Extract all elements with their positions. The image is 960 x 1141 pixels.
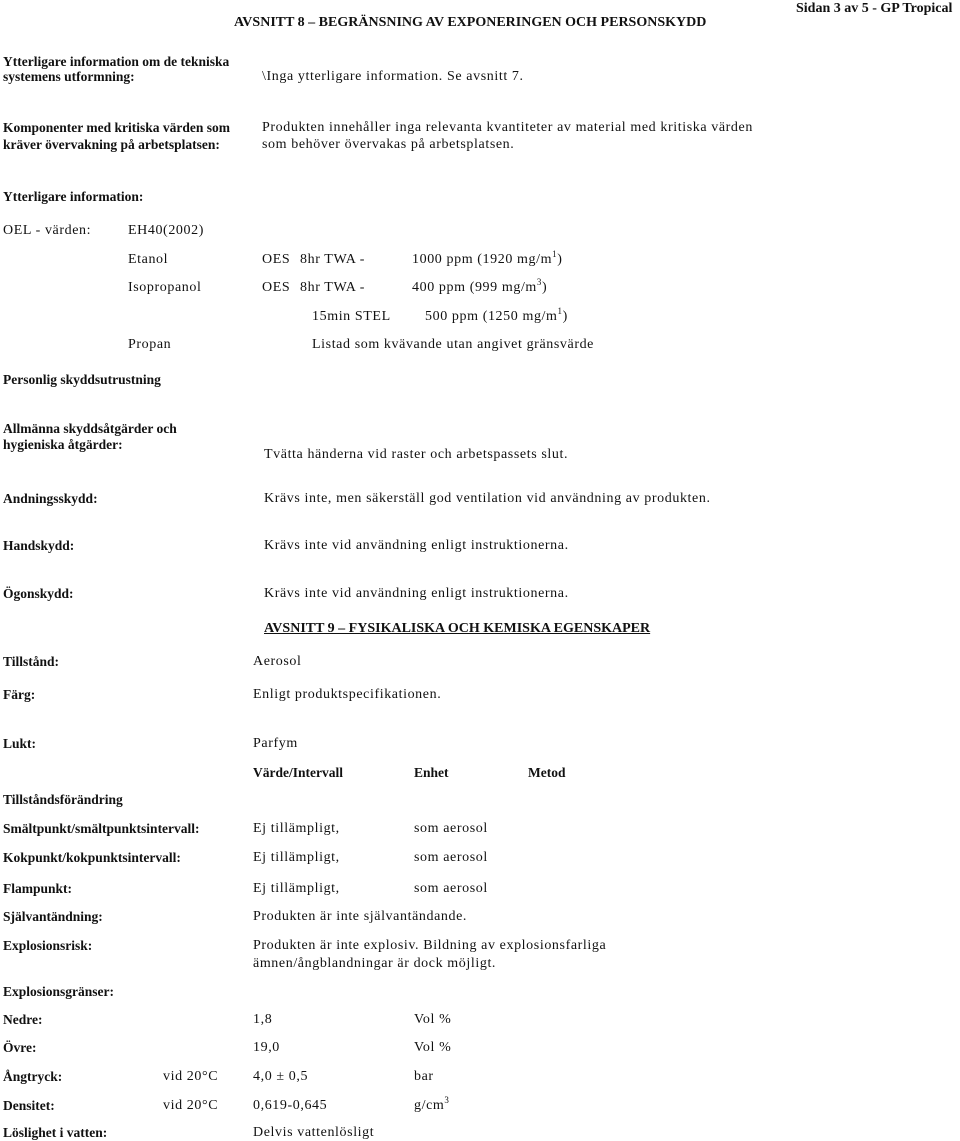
oel-value: 1000 ppm (1920 $mg/m^1$) bbox=[412, 249, 563, 267]
density-unit: $g/cm^3$ bbox=[414, 1095, 450, 1113]
selfignition-value: Produkten är inte självantändande. bbox=[253, 909, 468, 924]
state-value: Aerosol bbox=[253, 654, 302, 669]
flash-value: Ej tillämpligt, bbox=[253, 881, 340, 896]
odor-value: Parfym bbox=[253, 736, 298, 751]
flash-unit: som aerosol bbox=[414, 881, 488, 896]
ppe-heading: Personlig skyddsutrustning bbox=[3, 372, 161, 387]
technical-label-line1: Ytterligare information om de tekniska bbox=[3, 54, 230, 69]
oel-value: 400 ppm (999 $mg/m^3$) bbox=[412, 277, 548, 295]
respiratory-label: Andningsskydd: bbox=[3, 491, 98, 506]
oel-label: OEL - värden: bbox=[3, 223, 92, 238]
state-label: Tillstånd: bbox=[3, 654, 60, 669]
flash-label: Flampunkt: bbox=[3, 881, 73, 896]
column-header-unit: Enhet bbox=[414, 765, 449, 780]
selfignition-label: Självantändning: bbox=[3, 909, 103, 924]
oel-value: 500 ppm (1250 $mg/m^1$) bbox=[425, 306, 568, 324]
vapour-pressure-unit: bar bbox=[414, 1069, 434, 1084]
oel-type: OES bbox=[262, 252, 291, 267]
general-measures-value: Tvätta händerna vid raster och arbetspassets slut. bbox=[264, 447, 569, 462]
critical-label-line2: kräver övervakning på arbetsplatsen: bbox=[3, 137, 220, 152]
melting-unit: som aerosol bbox=[414, 821, 488, 836]
solubility-label: Löslighet i vatten: bbox=[3, 1125, 108, 1140]
oel-propan-value: Listad som kvävande utan angivet gränsvärde bbox=[312, 337, 594, 352]
explosion-value-line1: Produkten är inte explosiv. Bildning av explosionsfarliga bbox=[253, 938, 607, 953]
boiling-unit: som aerosol bbox=[414, 850, 488, 865]
technical-label-line2: systemens utformning: bbox=[3, 69, 135, 84]
oel-type: OES bbox=[262, 280, 291, 295]
explosion-label: Explosionsrisk: bbox=[3, 938, 93, 953]
oel-period: 15min STEL bbox=[312, 309, 391, 324]
explosion-value-line2: ämnen/ångblandningar är dock möjligt. bbox=[253, 956, 497, 971]
column-header-method: Metod bbox=[528, 765, 566, 780]
critical-value-line1: Produkten innehåller inga relevanta kvantiteter av material med kritiska värden bbox=[262, 120, 753, 135]
explosion-limits-label: Explosionsgränser: bbox=[3, 984, 115, 999]
color-value: Enligt produktspecifikationen. bbox=[253, 687, 442, 702]
lower-limit-value: 1,8 bbox=[253, 1012, 273, 1027]
oel-propan-name: Propan bbox=[128, 337, 172, 352]
vapour-pressure-value: 4,0 ± 0,5 bbox=[253, 1069, 309, 1084]
general-measures-label-line2: hygieniska åtgärder: bbox=[3, 437, 123, 452]
additional-info-heading: Ytterligare information: bbox=[3, 189, 144, 204]
solubility-value: Delvis vattenlösligt bbox=[253, 1125, 375, 1140]
color-label: Färg: bbox=[3, 687, 36, 702]
state-change-label: Tillståndsförändring bbox=[3, 792, 123, 807]
column-header-value: Värde/Intervall bbox=[253, 765, 343, 780]
vapour-pressure-condition: vid 20°C bbox=[163, 1069, 219, 1084]
melting-value: Ej tillämpligt, bbox=[253, 821, 340, 836]
hand-protection-value: Krävs inte vid användning enligt instruktionerna. bbox=[264, 538, 569, 553]
oel-period: 8hr TWA - bbox=[300, 252, 366, 267]
oel-substance: Etanol bbox=[128, 252, 169, 267]
boiling-value: Ej tillämpligt, bbox=[253, 850, 340, 865]
melting-label: Smältpunkt/smältpunktsintervall: bbox=[3, 821, 200, 836]
page-label: Sidan 3 av 5 - GP Tropical bbox=[796, 1, 953, 16]
density-label: Densitet: bbox=[3, 1098, 55, 1113]
oel-period: 8hr TWA - bbox=[300, 280, 366, 295]
upper-limit-value: 19,0 bbox=[253, 1040, 280, 1055]
oel-standard: EH40(2002) bbox=[128, 223, 204, 238]
upper-limit-unit: Vol % bbox=[414, 1040, 452, 1055]
section8-title: AVSNITT 8 – BEGRÄNSNING AV EXPONERINGEN OCH PERSONSKYDD bbox=[234, 15, 707, 30]
upper-limit-label: Övre: bbox=[3, 1040, 37, 1055]
density-value: 0,619-0,645 bbox=[253, 1098, 328, 1113]
critical-value-line2: som behöver övervakas på arbetsplatsen. bbox=[262, 137, 515, 152]
lower-limit-label: Nedre: bbox=[3, 1012, 43, 1027]
oel-substance: Isopropanol bbox=[128, 280, 202, 295]
boiling-label: Kokpunkt/kokpunktsintervall: bbox=[3, 850, 181, 865]
odor-label: Lukt: bbox=[3, 736, 37, 751]
critical-label-line1: Komponenter med kritiska värden som bbox=[3, 120, 231, 135]
eye-protection-value: Krävs inte vid användning enligt instruktionerna. bbox=[264, 586, 569, 601]
section9-title: AVSNITT 9 – FYSIKALISKA OCH KEMISKA EGENSKAPER bbox=[264, 621, 651, 636]
respiratory-value: Krävs inte, men säkerställ god ventilation vid användning av produkten. bbox=[264, 491, 711, 506]
density-condition: vid 20°C bbox=[163, 1098, 219, 1113]
general-measures-label-line1: Allmänna skyddsåtgärder och bbox=[3, 421, 177, 436]
vapour-pressure-label: Ångtryck: bbox=[3, 1069, 63, 1084]
hand-protection-label: Handskydd: bbox=[3, 538, 75, 553]
lower-limit-unit: Vol % bbox=[414, 1012, 452, 1027]
technical-value: \Inga ytterligare information. Se avsnitt 7. bbox=[262, 69, 524, 84]
eye-protection-label: Ögonskydd: bbox=[3, 586, 74, 601]
